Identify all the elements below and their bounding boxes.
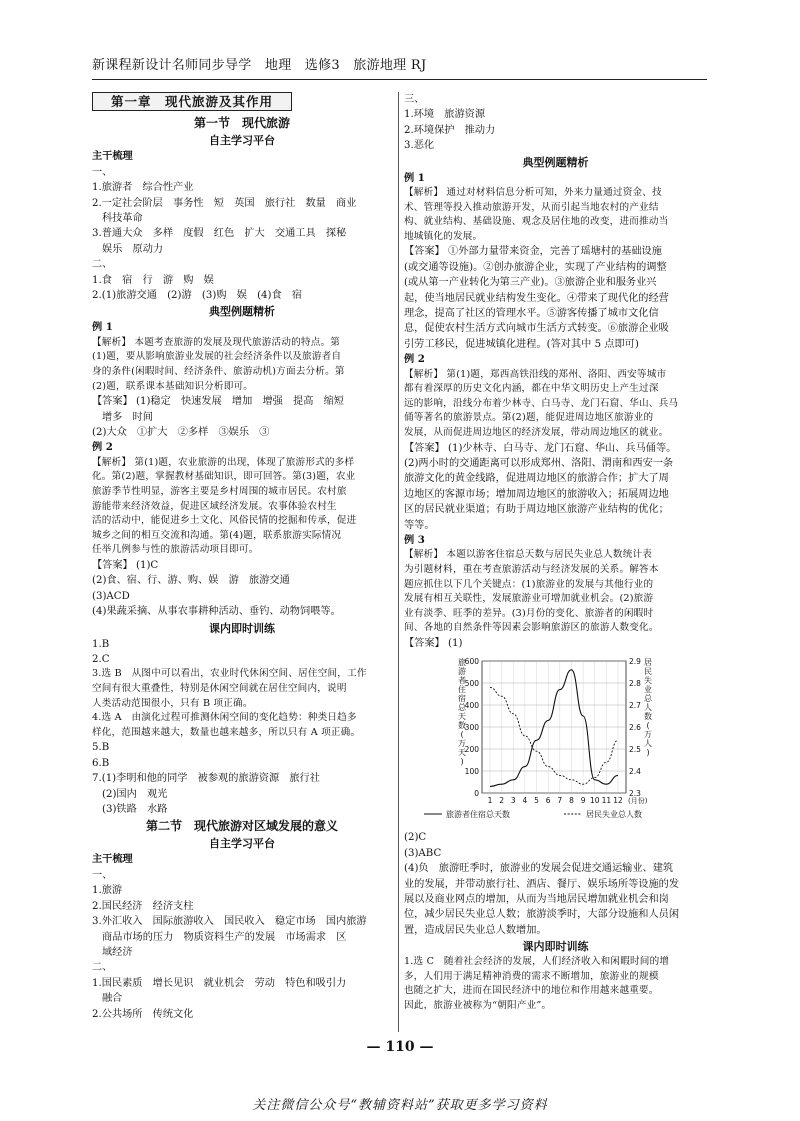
- text-line: 任举几例参与性的旅游活动项目即可。: [92, 544, 259, 556]
- heading: 主干梳理: [92, 150, 133, 163]
- text-line: 区的居民就业渠道；有助于周边地区旅游产业结构的优化；: [404, 504, 669, 516]
- text-line: (1)题，要从影响旅游业发展的社会经济条件以及旅游者自: [92, 351, 342, 363]
- text-line: (2)大众 ①扩大 ②多样 ③娱乐 ③: [92, 427, 270, 439]
- subsection-title: 典型例题精析: [522, 155, 589, 169]
- y-right-tick-label: 2.8: [629, 679, 641, 689]
- text-line: 娱乐 原动力: [102, 243, 164, 255]
- text-line: 1.选 C 随着社会经济的发展，人们经济收入和闲暇时间的增: [404, 956, 670, 968]
- text-line: (3)ACD: [92, 590, 130, 602]
- text-line: (2)两小时的交通距离可以形成郑州、洛阳、渭南和西安一条: [404, 458, 674, 470]
- text-line: 【解析】 第(1)题，郑西高铁沿线的郑州、洛阳、西安等城市: [404, 368, 667, 380]
- text-line: 因此，旅游业被称为“朝阳产业”。: [404, 1000, 552, 1012]
- text-line: (2)C: [404, 832, 427, 844]
- example-label: 例 2: [404, 353, 425, 366]
- text-line: 2.一定社会阶层 事务性 短 英国 旅行社 数量 商业: [92, 197, 357, 209]
- text-line: 1.B: [92, 638, 110, 650]
- text-line: 地城镇化的发展。: [404, 230, 483, 242]
- y-left-tick-label: 300: [464, 723, 479, 733]
- text-line: 样化，范围越来越大，数量也越来越多，所以只有 A 项正确。: [92, 726, 361, 738]
- x-tick-label: 3: [510, 796, 516, 806]
- text-line: 3.恶化: [404, 140, 435, 152]
- running-header: 新课程新设计名师同步导学 地理 选修3 旅游地理 RJ: [92, 58, 427, 73]
- heading: 主干梳理: [92, 853, 133, 866]
- text-line: 位，减少居民失业总人数；旅游淡季时，大部分设施和人员闲: [404, 909, 680, 921]
- text-line: 【答案】 (1)稳定 快速发展 增加 增强 提高 缩短: [92, 396, 344, 408]
- text-line: (2)国内 观光: [102, 788, 168, 800]
- text-line: 置，造成居民失业总人数增加。: [404, 924, 547, 936]
- text-line: 7.(1)李明和他的同学 被参观的旅游资源 旅行社: [92, 773, 320, 785]
- example-label: 例 1: [92, 321, 113, 334]
- y-right-axis-label: 居民失业总人数(万人): [644, 658, 652, 758]
- y-left-tick-label: 200: [464, 745, 479, 755]
- text-line: 4.选 A 由演化过程可推测休闲空间的变化趋势：种类日趋多: [92, 712, 357, 724]
- series-line-2: [490, 688, 618, 785]
- text-line: 3.外汇收入 国际旅游收入 国民收入 稳定市场 国内旅游: [92, 916, 367, 928]
- text-line: 2.环境保护 推动力: [404, 124, 496, 136]
- text-line: 一、: [92, 869, 113, 881]
- x-tick-label: 4: [522, 796, 528, 806]
- text-line: 发展有相互关联性，发展旅游业可增加就业机会。(2)旅游: [404, 593, 654, 605]
- text-line: 也随之扩大，进而在国民经济中的地位和作用越来越重要。: [404, 985, 659, 997]
- x-tick-label: 10: [589, 796, 600, 806]
- page-number: — 110 —: [366, 1039, 434, 1055]
- x-tick-label: 9: [580, 796, 586, 806]
- text-line: 身的条件(闲暇时间、经济条件、旅游动机)方面去分析。第: [92, 366, 345, 378]
- subsection-title: 自主学习平台: [209, 837, 275, 851]
- y-right-tick-label: 2.7: [629, 701, 641, 711]
- x-tick-label: 11: [601, 796, 612, 806]
- text-line: 5.B: [92, 742, 110, 754]
- text-line: 增多 时间: [102, 411, 153, 423]
- subsection-title: 自主学习平台: [209, 134, 275, 148]
- text-line: 1.旅游: [92, 885, 123, 897]
- text-line: 1.旅游者 综合性产业: [92, 182, 194, 194]
- subsection-title: 课内即时训练: [209, 621, 275, 635]
- y-left-tick-label: 0: [474, 789, 479, 799]
- text-line: 域经济: [102, 946, 133, 958]
- column-divider: [398, 92, 399, 1032]
- text-line: 业的发展，并带动旅行社、酒店、餐厅、娱乐场所等设施的发: [404, 878, 680, 890]
- text-line: 2.(1)旅游交通 (2)游 (3)购 娱 (4)食 宿: [92, 290, 303, 302]
- text-line: 【答案】 (1)C: [92, 560, 159, 572]
- example-label: 例 1: [404, 171, 425, 184]
- y-right-tick-label: 2.4: [629, 767, 641, 777]
- text-line: 人类活动范围很小，只有 B 项正确。: [92, 697, 253, 709]
- text-line: 【解析】 通过对材料信息分析可知，外来力量通过资金、技: [404, 187, 662, 199]
- text-line: (或从第一产业转化为第三产业)。③旅游企业和服务业兴: [404, 277, 657, 289]
- text-line: 业有淡季、旺季的差异。(3)月份的变化、旅游者的闲暇时: [404, 607, 654, 619]
- text-line: 息，促使农村生活方式向城市生活方式转变。⑥旅游企业吸: [404, 323, 669, 335]
- text-line: 展以及商业网点的增加，从而为当地居民增加就业机会和岗: [404, 894, 669, 906]
- y-left-tick-label: 400: [464, 701, 479, 711]
- text-line: 2.公共场所 传统文化: [92, 1008, 194, 1020]
- text-line: 【答案】 (1)少林寺、白马寺、龙门石窟、华山、兵马俑等。: [404, 442, 677, 454]
- text-line: 理念，提高了社区的管理水平。⑤游客传播了城市文化信: [404, 308, 659, 320]
- x-tick-label: 8: [569, 796, 574, 806]
- text-line: 等等。: [404, 519, 435, 531]
- text-line: 【答案】 ①外部力量带来资金，完善了瑶塘村的基础设施: [404, 246, 662, 258]
- text-line: 【解析】 本题以游客住宿总天数与居民失业总人数统计表: [404, 549, 653, 561]
- text-line: 城乡之间的相互交流和沟通。第(4)题，联系旅游实际情况: [92, 529, 342, 541]
- text-line: 发展，从而促进周边地区的经济发展，带动周边地区的就业。: [404, 427, 669, 439]
- y-left-tick-label: 600: [464, 657, 479, 667]
- text-line: (4)负 旅游旺季时，旅游业的发展会促进交通运输业、建筑: [404, 863, 674, 875]
- chart-svg: [404, 653, 704, 828]
- y-right-tick-label: 2.5: [629, 745, 641, 755]
- right-column: [404, 92, 707, 1014]
- text-line: 【解析】 本题考查旅游的发展及现代旅游活动的特点。第: [92, 336, 341, 348]
- y-right-tick-label: 2.9: [629, 657, 641, 667]
- text-line: 远的影响，沿线分布着少林寺、白马寺、龙门石窟、华山、兵马: [404, 397, 679, 409]
- y-right-tick-label: 2.6: [629, 723, 641, 733]
- text-line: 2.C: [92, 654, 110, 666]
- x-tick-label: 7: [557, 796, 563, 806]
- text-line: 俑等著名的旅游景点。第(2)题，能促进周边地区旅游业的: [404, 412, 654, 424]
- text-line: 三、: [404, 94, 425, 105]
- text-line: 多，人们用于满足精神消费的需求不断增加，旅游业的规模: [404, 970, 659, 982]
- text-line: 旅游文化的黄金线路，促进周边地区的旅游合作；扩大了周: [404, 473, 669, 485]
- dual-axis-line-chart: [404, 653, 704, 828]
- text-line: (4)果蔬采摘、从事农事耕种活动、垂钓、动物饲喂等。: [92, 606, 341, 618]
- text-line: 化。第(2)题，掌握教材基础知识，即可回答。第(3)题，农业: [92, 471, 356, 483]
- y-left-axis-label: 旅游者住宿总天数(万天): [458, 658, 466, 767]
- text-line: 游能带来经济效益，促进区域经济发展。农事体验农村生: [92, 500, 337, 512]
- text-line: 1.国民素质 增长见识 就业机会 劳动 特色和吸引力: [92, 977, 347, 989]
- text-line: 3.普通大众 多样 度假 红色 扩大 交通工具 探秘: [92, 228, 347, 240]
- subsection-title: 课内即时训练: [522, 940, 589, 954]
- text-line: 术、管理等投入推动旅游开发，从而引起当地农村的产业结: [404, 201, 659, 213]
- text-line: 3.选 B 从图中可以看出，农业时代休闲空间、居住空间，工作: [92, 668, 367, 680]
- subsection-title: 典型例题精析: [209, 305, 275, 319]
- text-line: 空间有很大重叠性，特别是休闲空间就在居住空间内，说明: [92, 683, 347, 695]
- section-title: 第一节 现代旅游: [193, 116, 290, 131]
- x-tick-label: 12: [613, 796, 623, 806]
- left-column: [92, 92, 392, 1022]
- text-line: 科技革命: [102, 213, 143, 225]
- text-line: 【解析】 第(1)题，农业旅游的出现，体现了旅游形式的多样: [92, 456, 355, 468]
- legend-label-1: 旅游者住宿总天数: [446, 810, 510, 820]
- example-label: 例 3: [404, 534, 425, 547]
- text-line: 商品市场的压力 物质资料生产的发展 市场需求 区: [102, 931, 347, 943]
- text-line: 题应抓住以下几个关键点：(1)旅游业的发展与其他行业的: [404, 578, 654, 590]
- text-line: 【答案】 (1): [404, 638, 463, 650]
- x-axis-label: (月份): [628, 797, 648, 806]
- header-rule: [92, 79, 707, 80]
- example-label: 例 2: [92, 441, 113, 454]
- text-line: (2)题，联系课本基础知识分析即可。: [92, 380, 254, 392]
- y-right-tick-label: 2.3: [629, 789, 641, 799]
- text-line: 二、: [92, 259, 113, 271]
- text-line: 一、: [92, 166, 113, 178]
- legend-label-2: 居民失业总人数: [586, 810, 642, 820]
- text-line: 1.环境 旅游资源: [404, 109, 486, 121]
- text-line: 二、: [92, 962, 113, 974]
- text-line: 构、就业结构、基础设施、观念及居住地的改变，进而推动当: [404, 216, 669, 228]
- text-line: 活的活动中，能促进乡土文化、风俗民情的挖掘和传承，促进: [92, 515, 357, 527]
- x-tick-label: 2: [499, 796, 505, 806]
- text-line: 间、各地的自然条件等因素会影响旅游区的旅游人数变化。: [404, 622, 659, 634]
- text-line: 6.B: [92, 757, 110, 769]
- text-line: (3)铁路 水路: [102, 804, 168, 816]
- footer-note: 关注微信公众号“教辅资料站”获取更多学习资料: [252, 1098, 548, 1113]
- text-line: 引劳工移民，促进城镇化进程。(答对其中 5 点即可): [404, 338, 639, 350]
- text-line: (或交通等设施)。②创办旅游企业，实现了产业结构的调整: [404, 261, 667, 273]
- y-left-tick-label: 500: [464, 679, 479, 689]
- text-line: 都有着深厚的历史文化内涵，都在中华文明历史上产生过深: [404, 383, 659, 395]
- x-tick-label: 6: [545, 796, 551, 806]
- text-line: (2)食、宿、行、游、购、娱 游 旅游交通: [92, 575, 290, 587]
- text-line: 起，使当地居民就业结构发生变化。④带来了现代化的经营: [404, 292, 669, 304]
- text-line: 融合: [102, 993, 123, 1005]
- text-line: 旅游季节性明显，游客主要是乡村周围的城市居民。农村旅: [92, 486, 347, 498]
- y-left-tick-label: 100: [464, 767, 479, 777]
- text-line: 1.食 宿 行 游 购 娱: [92, 274, 214, 286]
- series-line-1: [490, 670, 618, 787]
- text-line: (3)ABC: [404, 847, 442, 859]
- text-line: 2.国民经济 经济支柱: [92, 900, 194, 912]
- section-title: 第二节 现代旅游对区域发展的意义: [145, 819, 338, 834]
- chapter-title: 第一章 现代旅游及其作用: [92, 92, 292, 111]
- x-tick-label: 5: [534, 796, 539, 806]
- x-tick-label: 1: [487, 796, 493, 806]
- text-line: 边地区的客源市场；增加周边地区的旅游收入；拓展周边地: [404, 488, 669, 500]
- text-line: 为引题材料，重在考查旅游活动与经济发展的关系。解答本: [404, 564, 659, 576]
